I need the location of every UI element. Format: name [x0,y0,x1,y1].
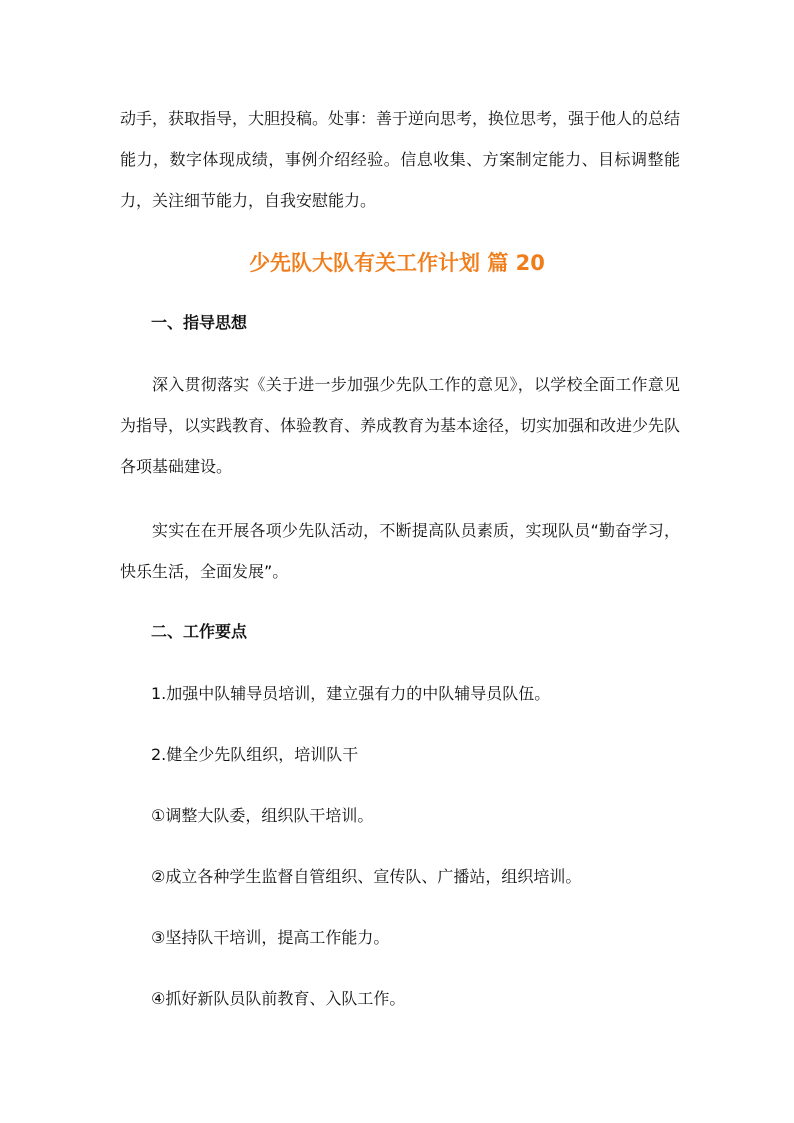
body-paragraph: 实实在在开展各项少先队活动，不断提高队员素质，实现队员“勤奋学习，快乐生活，全面发展”。 [120,521,680,581]
body-paragraph: 深入贯彻落实《关于进一步加强少先队工作的意见》，以学校全面工作意见为指导，以实践教育、体验教育、养成教育为基本途径，切实加强和改进少先队各项基础建设。 [120,375,681,476]
list-item: ③坚持队干培训，提高工作能力。 [151,928,390,947]
body-paragraph-continued: 动手，获取指导，大胆投稿。处事：善于逆向思考，换位思考，强于他人的总结能力，数字体现成绩，事例介绍经验。信息收集、方案制定能力、目标调整能力，关注细节能力，自我安慰能力。 [120,109,681,210]
heading-work-points: 二、工作要点 [151,622,248,641]
list-item: ④抓好新队员队前教育、入队工作。 [151,989,406,1008]
list-item: 2.健全少先队组织，培训队干 [151,745,359,764]
heading-guiding-ideology: 一、指导思想 [151,313,248,332]
list-item: ②成立各种学生监督自管组织、宣传队、广播站，组织培训。 [151,867,582,886]
list-item: ①调整大队委，组织队干培训。 [151,806,374,825]
section-title: 少先队大队有关工作计划 篇 20 [249,251,545,275]
list-item: 1.加强中队辅导员培训，建立强有力的中队辅导员队伍。 [151,684,551,703]
